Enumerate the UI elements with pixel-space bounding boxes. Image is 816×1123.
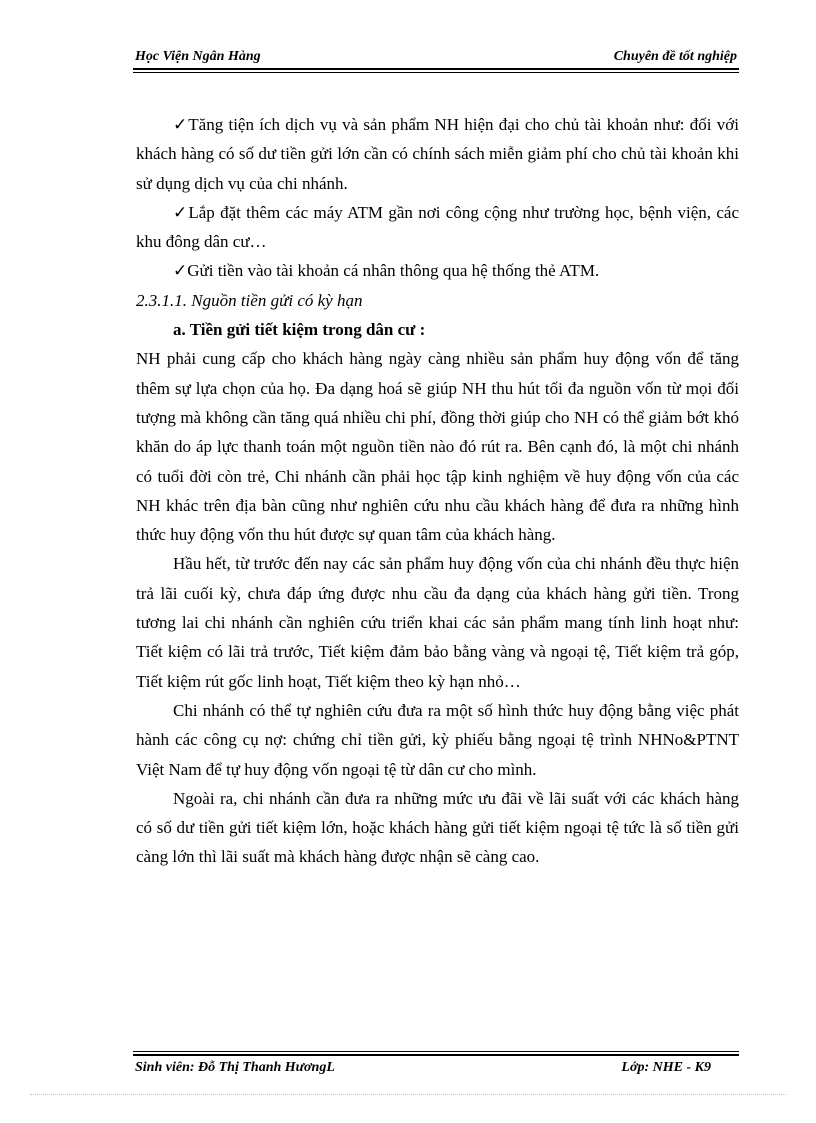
header-institution: Học Viện Ngân Hàng xyxy=(135,49,261,64)
footer-class: Lớp: NHE - K9 xyxy=(621,1060,711,1075)
body-paragraph: Ngoài ra, chi nhánh cần đưa ra những mức ưu đãi về lãi suất với các khách hàng có số dư tiền gửi tiết kiệm lớn, hoặc khách hàng gửi tiết kiệm ngoại tệ tức là số tiền gửi càng lớn thì lãi suất mà khách hàng được nhận sẽ càng cao. xyxy=(136,788,739,867)
page-footer xyxy=(133,1060,739,1080)
header-rule-thin xyxy=(133,72,739,73)
subsection-heading: a. Tiền gửi tiết kiệm trong dân cư : xyxy=(173,320,426,340)
body-paragraph: Hầu hết, từ trước đến nay các sản phẩm huy động vốn của chi nhánh đều thực hiện trả lãi cuối kỳ, chưa đáp ứng được nhu cầu đa dạng của khách hàng gửi tiền. Trong tương lai chi nhánh cần nghiên cứu triển khai các sản phẩm mang tính linh hoạt như: Tiết kiệm có lãi trả trước, Tiết kiệm đảm bảo bằng vàng và ngoại tệ, Tiết kiệm trả góp, Tiết kiệm rút gốc linh hoạt, Tiết kiệm theo kỳ hạn nhỏ… xyxy=(136,554,739,691)
bullet-item: ✓Gửi tiền vào tài khoản cá nhân thông qua hệ thống thẻ ATM. xyxy=(173,261,600,281)
page-bottom-dotted-rule xyxy=(30,1094,786,1095)
page-header xyxy=(133,49,739,69)
section-heading: 2.3.1.1. Nguồn tiền gửi có kỳ hạn xyxy=(136,290,363,310)
page-body xyxy=(136,110,739,872)
header-document-type: Chuyên đề tốt nghiệp xyxy=(613,49,737,64)
footer-rule-thin xyxy=(133,1051,739,1052)
header-rule-thick xyxy=(133,68,739,70)
bullet-item: ✓Tăng tiện ích dịch vụ và sản phẩm NH hiện đại cho chủ tài khoản như: đối với khách hàng có số dư tiền gửi lớn cần có chính sách miễn giảm phí cho chủ tài khoản khi sử dụng dịch vụ của chi nhánh. xyxy=(136,115,739,193)
body-paragraph: Chi nhánh có thể tự nghiên cứu đưa ra một số hình thức huy động bằng việc phát hành các công cụ nợ: chứng chỉ tiền gửi, kỳ phiếu bằng ngoại tệ trình NHNo&PTNT Việt Nam để tự huy động vốn ngoại tệ từ dân cư cho mình. xyxy=(136,700,739,779)
footer-rule-thick xyxy=(133,1054,739,1056)
footer-student-name: Sinh viên: Đỗ Thị Thanh HươngL xyxy=(135,1060,335,1075)
bullet-item: ✓Lắp đặt thêm các máy ATM gần nơi công cộng như trường học, bệnh viện, các khu đông dân cư… xyxy=(136,202,739,252)
body-paragraph: NH phải cung cấp cho khách hàng ngày càng nhiều sản phẩm huy động vốn để tăng thêm sự lựa chọn của họ. Đa dạng hoá sẽ giúp NH thu hút tối đa nguồn vốn từ mọi đối tượng mà không cần tăng quá nhiều chi phí, đồng thời giúp cho NH có thể giảm bớt khó khăn do áp lực thanh toán một nguồn tiền nào đó rút ra. Bên cạnh đó, là một chi nhánh có tuổi đời còn trẻ, Chi nhánh cần phải học tập kinh nghiệm về huy động vốn của các NH khác trên địa bàn cũng như nghiên cứu nhu cầu khách hàng để đưa ra những hình thức huy động vốn thu hút được sự quan tâm của khách hàng. xyxy=(136,349,739,545)
